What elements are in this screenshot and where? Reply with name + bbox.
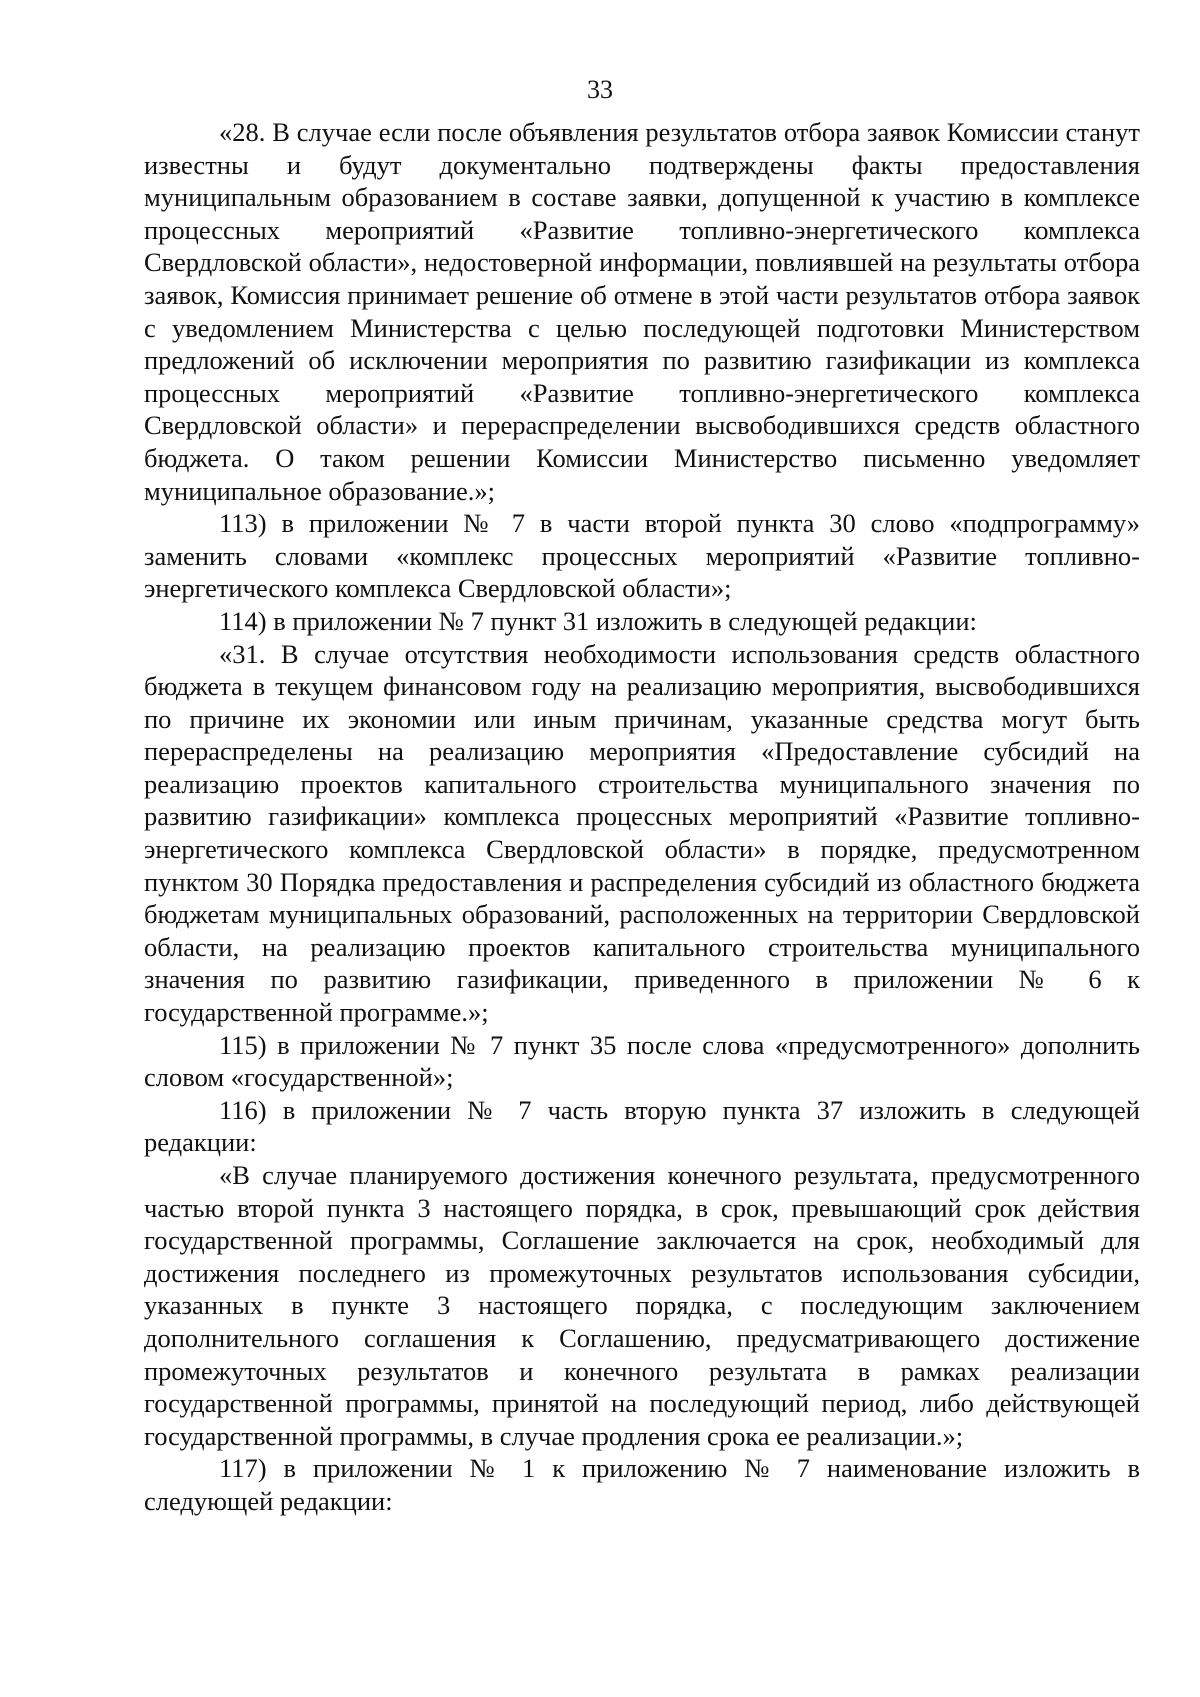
paragraph-item-115: 115) в приложении № 7 пункт 35 после слова «предусмотренного» дополнить словом «государственной»; — [144, 1029, 1140, 1093]
paragraph-item-117: 117) в приложении № 1 к приложению № 7 наименование изложить в следующей редакции: — [144, 1453, 1140, 1516]
paragraph-item-37-text: «В случае планируемого достижения конечного результата, предусмотренного частью второй пункта 3 настоящего порядка, в срок, превышающий срок действия государственной программы, Соглашение заключается на срок, необходимый для достижения последнего из промежуточных результатов использования субсидии, указанных в пункте 3 настоящего порядка, с последующим заключением дополнительного соглашения к Соглашению, предусматривающего достижение промежуточных результатов и конечного результата в рамках реализации государственной программы, принятой на последующий период, либо действующей государственной программы, в случае продления срока ее реализации.»; — [144, 1160, 1140, 1451]
page-number: 33 — [587, 75, 613, 104]
paragraph-item-114: 114) в приложении № 7 пункт 31 изложить в следующей редакции: — [219, 605, 977, 636]
paragraph-item-31: «31. В случае отсутствия необходимости использования средств областного бюджета в текущем финансовом году на реализацию мероприятия, высвободившихся по причине их экономии или иным причинам, указанные средства могут быть перераспределены на реализацию мероприятия «Предоставление субсидий на реализацию проектов капитального строительства муниципального значения по развитию газификации» комплекса процессных мероприятий «Развитие топливно-энергетического комплекса Свердловской области» в порядке, предусмотренном пунктом 30 Порядка предоставления и распределения субсидий из областного бюджета бюджетам муниципальных образований, расположенных на территории Свердловской области, на реализацию проектов капитального строительства муниципального значения по развитию газификации, приведенного в приложении № 6 к государственной программе.»; — [144, 638, 1140, 1028]
paragraph-item-116: 116) в приложении № 7 часть вторую пункта 37 изложить в следующей редакции: — [144, 1094, 1140, 1158]
paragraph-item-113: 113) в приложении № 7 в части второй пункта 30 слово «подпрограмму» заменить словами «комплекс процессных мероприятий «Развитие топливно-энергетического комплекса Свердловской области»; — [144, 508, 1140, 604]
paragraph-item-28: «28. В случае если после объявления результатов отбора заявок Комиссии станут известны и будут документально подтверждены факты предоставления муниципальным образованием в составе заявки, допущенной к участию в комплексе процессных мероприятий «Развитие топливно-энергетического комплекса Свердловской области», недостоверной информации, повлиявшей на результаты отбора заявок, Комиссия принимает решение об отмене в этой части результатов отбора заявок с уведомлением Министерства с целью последующей подготовки Министерством предложений об исключении мероприятия по развитию газификации из комплекса процессных мероприятий «Развитие топливно-энергетического комплекса Свердловской области» и перераспределении высвободившихся средств областного бюджета. О таком решении Комиссии Министерство письменно уведомляет муниципальное образование.»; — [144, 117, 1140, 506]
document-body — [144, 116, 1140, 1518]
